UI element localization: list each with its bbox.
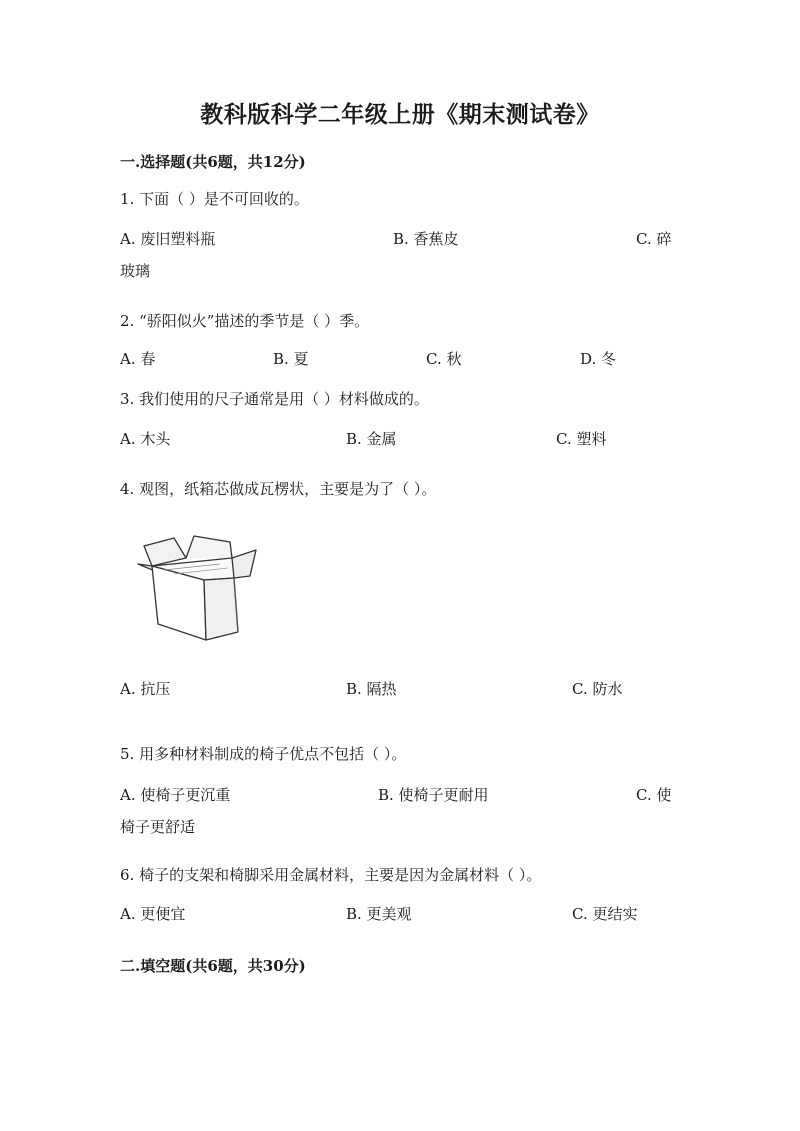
page-title: 教科版科学二年级上册《期末测试卷》 bbox=[200, 101, 600, 128]
question-4: 4. 观图，纸箱芯做成瓦楞状，主要是为了（ ）。 bbox=[120, 480, 437, 498]
q2-option-d: D. 冬 bbox=[580, 350, 617, 368]
q5-option-b: B. 使椅子更耐用 bbox=[378, 786, 489, 804]
q2-option-b: B. 夏 bbox=[273, 350, 309, 368]
q4-option-b: B. 隔热 bbox=[346, 680, 397, 698]
question-2: 2. “骄阳似火”描述的季节是（ ）季。 bbox=[120, 312, 370, 330]
question-3: 3. 我们使用的尺子通常是用（ ）材料做成的。 bbox=[120, 390, 429, 408]
q5-option-a: A. 使椅子更沉重 bbox=[120, 786, 231, 804]
cardboard-box-illustration bbox=[134, 528, 262, 648]
q6-option-b: B. 更美观 bbox=[346, 905, 412, 923]
q1-option-a: A. 废旧塑料瓶 bbox=[120, 230, 216, 248]
section-heading-choice: 一.选择题(共6题，共12分) bbox=[120, 153, 306, 171]
q5-option-c: C. 使 bbox=[636, 786, 672, 804]
q1-option-b: B. 香蕉皮 bbox=[393, 230, 459, 248]
q1-option-c-continued: 玻璃 bbox=[120, 262, 151, 280]
question-5: 5. 用多种材料制成的椅子优点不包括（ ）。 bbox=[120, 745, 407, 763]
q3-option-b: B. 金属 bbox=[346, 430, 397, 448]
question-6: 6. 椅子的支架和椅脚采用金属材料，主要是因为金属材料（ ）。 bbox=[120, 866, 542, 884]
q5-option-c-continued: 椅子更舒适 bbox=[120, 818, 196, 836]
q6-option-a: A. 更便宜 bbox=[120, 905, 186, 923]
q2-option-c: C. 秋 bbox=[426, 350, 462, 368]
q2-option-a: A. 春 bbox=[120, 350, 156, 368]
section-heading-fill-in: 二.填空题(共6题，共30分) bbox=[120, 957, 306, 975]
q3-option-a: A. 木头 bbox=[120, 430, 171, 448]
q3-option-c: C. 塑料 bbox=[556, 430, 607, 448]
question-1: 1. 下面（ ）是不可回收的。 bbox=[120, 190, 309, 208]
q4-option-a: A. 抗压 bbox=[120, 680, 171, 698]
q1-option-c: C. 碎 bbox=[636, 230, 672, 248]
q4-option-c: C. 防水 bbox=[572, 680, 623, 698]
q6-option-c: C. 更结实 bbox=[572, 905, 638, 923]
